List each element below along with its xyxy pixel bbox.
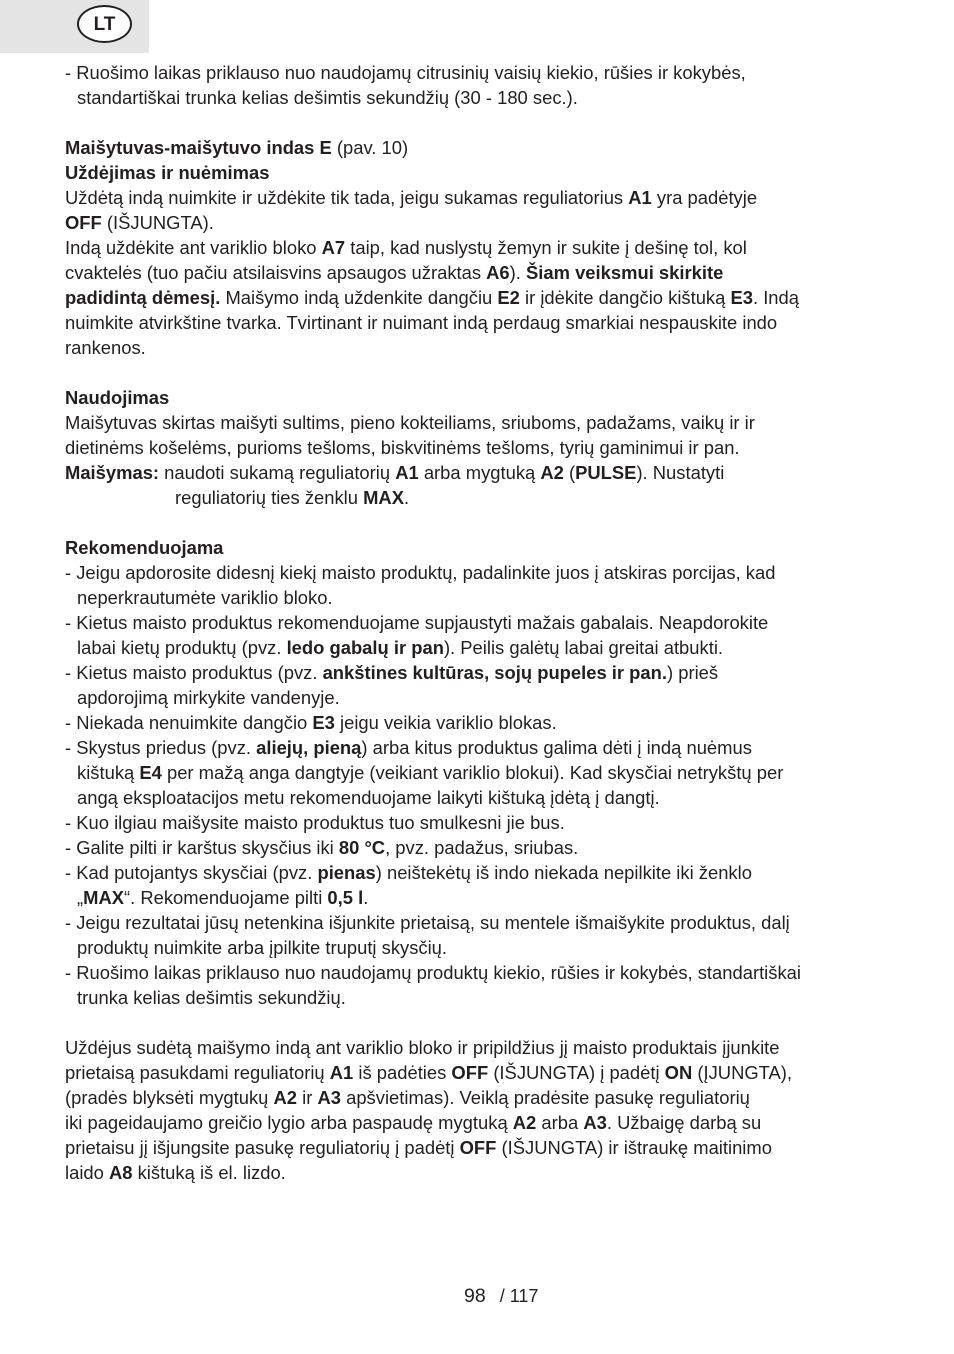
list-item: - Kietus maisto produktus rekomenduojame supjaustyti mažais gabalais. Neapdorokite <box>65 612 769 633</box>
list-item: trunka kelias dešimtis sekundžių. <box>77 987 346 1008</box>
list-item: neperkrautumėte variklio bloko. <box>77 587 333 608</box>
paragraph-line: dietinėms košelėms, purioms tešloms, biskvitinėms tešloms, tyrių gaminimui ir pan. <box>65 437 740 458</box>
page-content <box>65 60 895 1185</box>
paragraph-line: reguliatorių ties ženklu MAX. <box>175 487 410 508</box>
list-item: - Jeigu apdorosite didesnį kiekį maisto produktų, padalinkite juos į atskiras porcijas, kad <box>65 562 776 583</box>
paragraph-line: - Ruošimo laikas priklauso nuo naudojamų citrusinių vaisių kiekio, rūšies ir kokybės, <box>65 62 746 83</box>
list-item: - Ruošimo laikas priklauso nuo naudojamų produktų kiekio, rūšies ir kokybės, standartiškai <box>65 962 801 983</box>
language-tab <box>0 0 149 53</box>
list-item: - Kad putojantys skysčiai (pvz. pienas) neištekėtų iš indo niekada nepilkite iki ženklo <box>65 862 752 883</box>
language-badge: LT <box>77 5 132 43</box>
paragraph-line: nuimkite atvirkštine tvarka. Tvirtinant ir nuimant indą perdaug smarkiai nespauskite indo <box>65 312 778 333</box>
paragraph-line: prietaisu jį išjungsite pasukę reguliatorių į padėtį OFF (IŠJUNGTA) ir ištraukę maitinimo <box>65 1137 772 1158</box>
section-heading: Rekomenduojama <box>65 537 224 558</box>
list-item: - Kietus maisto produktus (pvz. ankštines kultūras, sojų pupeles ir pan.) prieš <box>65 662 719 683</box>
list-item: - Jeigu rezultatai jūsų netenkina išjunkite prietaisą, su mentele išmaišykite produktus, dalį <box>65 912 790 933</box>
paragraph-line: standartiškai trunka kelias dešimtis sekundžių (30 - 180 sec.). <box>77 87 578 108</box>
paragraph-line: laido A8 kištuką iš el. lizdo. <box>65 1162 286 1183</box>
paragraph-line: padidintą dėmesį. Maišymo indą uždenkite dangčiu E2 ir įdėkite dangčio kištuką E3. Indą <box>65 287 799 308</box>
paragraph-line: (pradės blyksėti mygtukų A2 ir A3 apšvietimas). Veiklą pradėsite pasukę reguliatorių <box>65 1087 750 1108</box>
list-item: kištuką E4 per mažą anga dangtyje (veikiant variklio blokui). Kad skysčiai netrykštų per <box>77 762 784 783</box>
current-page: 98 <box>464 1285 486 1307</box>
paragraph-line: prietaisą pasukdami reguliatorių A1 iš padėties OFF (IŠJUNGTA) į padėtį ON (ĮJUNGTA), <box>65 1062 793 1083</box>
list-item: produktų nuimkite arba įpilkite truputį skysčių. <box>77 937 448 958</box>
section-subheading: Uždėjimas ir nuėmimas <box>65 162 270 183</box>
list-item: apdorojimą mirkykite vandenyje. <box>77 687 340 708</box>
list-item: - Skystus priedus (pvz. aliejų, pieną) arba kitus produktus galima dėti į indą nuėmus <box>65 737 752 758</box>
paragraph-line: cvaktelės (tuo pačiu atsilaisvins apsaugos užraktas A6). Šiam veiksmui skirkite <box>65 262 724 283</box>
paragraph-line: Maišytuvas skirtas maišyti sultims, pieno kokteiliams, sriuboms, padažams, vaikų ir ir <box>65 412 755 433</box>
page-number <box>464 1284 538 1309</box>
paragraph-line: Maišymas: naudoti sukamą reguliatorių A1 arba mygtuką A2 (PULSE). Nustatyti <box>65 462 725 483</box>
paragraph-line: iki pageidaujamo greičio lygio arba paspaudę mygtuką A2 arba A3. Užbaigę darbą su <box>65 1112 762 1133</box>
section-heading: Maišytuvas-maišytuvo indas E (pav. 10) <box>65 137 409 158</box>
list-item: „MAX“. Rekomenduojame pilti 0,5 l. <box>77 887 369 908</box>
list-item: - Galite pilti ir karštus skysčius iki 80 °C, pvz. padažus, sriubas. <box>65 837 579 858</box>
section-heading: Naudojimas <box>65 387 170 408</box>
list-item: labai kietų produktų (pvz. ledo gabalų ir pan). Peilis galėtų labai greitai atbukti. <box>77 637 724 658</box>
list-item: angą eksploatacijos metu rekomenduojame laikyti kištuką įdėtą į dangtį. <box>77 787 660 808</box>
paragraph-line: Uždėtą indą nuimkite ir uždėkite tik tada, jeigu sukamas reguliatorius A1 yra padėtyje <box>65 187 758 208</box>
paragraph-line: rankenos. <box>65 337 146 358</box>
total-pages: / 117 <box>499 1286 539 1306</box>
paragraph-line: OFF (IŠJUNGTA). <box>65 212 214 233</box>
list-item: - Kuo ilgiau maišysite maisto produktus tuo smulkesni jie bus. <box>65 812 565 833</box>
paragraph-line: Uždėjus sudėtą maišymo indą ant variklio bloko ir pripildžius jį maisto produktais įjunkite <box>65 1037 780 1058</box>
paragraph-line: Indą uždėkite ant variklio bloko A7 taip, kad nuslystų žemyn ir sukite į dešinę tol, kol <box>65 237 747 258</box>
list-item: - Niekada nenuimkite dangčio E3 jeigu veikia variklio blokas. <box>65 712 557 733</box>
